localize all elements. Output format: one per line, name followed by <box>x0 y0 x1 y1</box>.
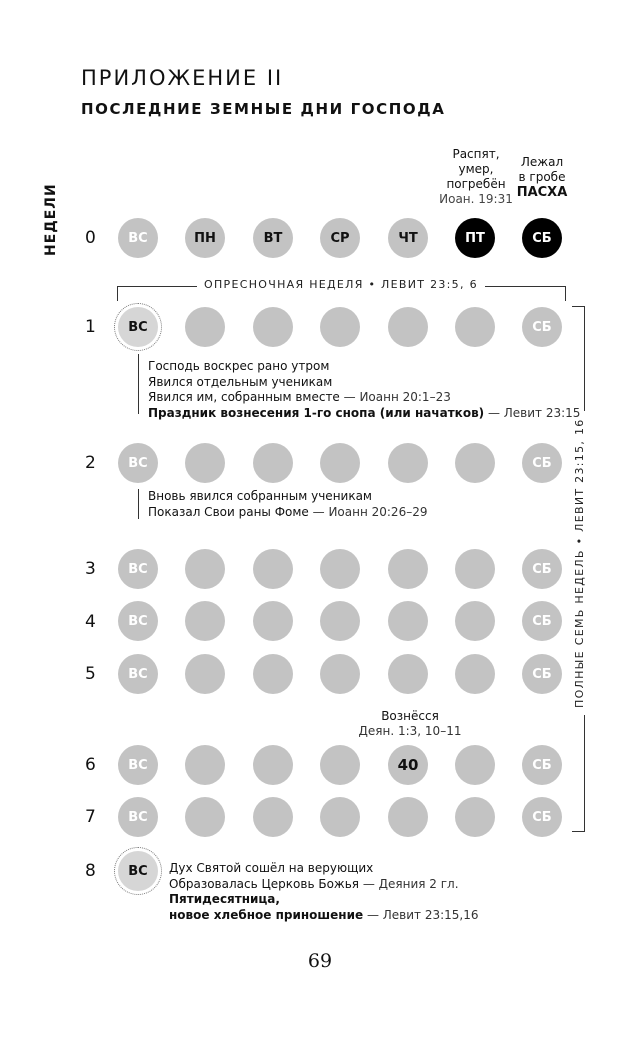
friday-header-ref: Иоан. 19:31 <box>439 192 513 206</box>
day-circle <box>253 443 293 483</box>
day-circle <box>253 601 293 641</box>
page-title: ПРИЛОЖЕНИЕ II <box>81 66 284 90</box>
week-number-7: 7 <box>85 807 96 827</box>
day-circle <box>253 745 293 785</box>
day-circle <box>455 601 495 641</box>
day-circle-w0-wed: СР <box>320 218 360 258</box>
day-circle-w0-fri: ПТ <box>455 218 495 258</box>
day-circle-w3-sun: ВС <box>118 549 158 589</box>
day-circle <box>320 654 360 694</box>
note1-line3: Явился им, собранным вместе — Иоанн 20:1–23 <box>148 390 451 404</box>
day-circle <box>185 549 225 589</box>
day-circle <box>185 745 225 785</box>
friday-header <box>436 147 516 207</box>
day-circle <box>455 549 495 589</box>
ascension-title: Вознёсся <box>381 709 439 723</box>
day-circle <box>388 654 428 694</box>
saturday-header-line1: Лежал <box>520 155 564 169</box>
day-40-circle: 40 <box>388 745 428 785</box>
day-circle-w0-thu: ЧТ <box>388 218 428 258</box>
day-circle <box>388 307 428 347</box>
friday-header-line1: Распят, <box>452 147 500 161</box>
ascension-ref: Деян. 1:3, 10–11 <box>358 724 462 738</box>
note8-line1: Дух Святой сошёл на верующих <box>169 861 374 875</box>
day-circle <box>185 601 225 641</box>
pentecost-note <box>169 861 479 923</box>
note1-line2: Явился отдельным ученикам <box>148 374 333 389</box>
day-circle <box>455 307 495 347</box>
day-circle-w6-sun: ВС <box>118 745 158 785</box>
day-circle <box>320 443 360 483</box>
day-circle-w0-sat: СБ <box>522 218 562 258</box>
weeks-axis-label: НЕДЕЛИ <box>43 183 59 256</box>
resurrection-day-circle: ВС <box>118 307 158 347</box>
week-number-0: 0 <box>85 228 96 248</box>
seven-weeks-label: ПОЛНЫЕ СЕМЬ НЕДЕЛЬ • ЛЕВИТ 23:15, 16 <box>573 411 586 715</box>
day-circle <box>185 443 225 483</box>
note1-line1: Господь воскрес рано утром <box>148 359 330 373</box>
note-connector-1 <box>138 354 139 414</box>
day-circle <box>253 307 293 347</box>
day-circle <box>320 797 360 837</box>
day-circle <box>388 443 428 483</box>
day-circle <box>455 654 495 694</box>
saturday-header-line2: в гробе <box>518 170 566 184</box>
week-number-3: 3 <box>85 559 96 579</box>
thomas-note <box>148 489 427 520</box>
day-circle-w3-sat: СБ <box>522 549 562 589</box>
day-circle-w5-sat: СБ <box>522 654 562 694</box>
day-circle <box>253 654 293 694</box>
day-circle <box>388 601 428 641</box>
day-circle <box>185 654 225 694</box>
friday-header-line3: погребён <box>446 177 506 191</box>
day-circle-w0-tue: ВТ <box>253 218 293 258</box>
week-number-6: 6 <box>85 755 96 775</box>
week-number-1: 1 <box>85 317 96 337</box>
unleavened-week-label: ОПРЕСНОЧНАЯ НЕДЕЛЯ • ЛЕВИТ 23:5, 6 <box>197 278 485 291</box>
note2-line2: Показал Свои раны Фоме — Иоанн 20:26–29 <box>148 504 428 519</box>
day-circle <box>455 797 495 837</box>
day-circle-w2-sun: ВС <box>118 443 158 483</box>
day-circle-w7-sat: СБ <box>522 797 562 837</box>
day-circle <box>388 797 428 837</box>
day-circle-w5-sun: ВС <box>118 654 158 694</box>
day-circle-w4-sun: ВС <box>118 601 158 641</box>
week-number-4: 4 <box>85 612 96 632</box>
note1-line4: Праздник вознесения 1-го снопа (или начатков) — Левит 23:15 <box>148 405 581 420</box>
day-circle <box>320 601 360 641</box>
day-circle <box>320 745 360 785</box>
note8-line4: новое хлебное приношение — Левит 23:15,16 <box>169 907 479 922</box>
week-number-2: 2 <box>85 453 96 473</box>
day-circle <box>320 307 360 347</box>
day-circle-w1-sat: СБ <box>522 307 562 347</box>
day-circle-w4-sat: СБ <box>522 601 562 641</box>
passover-label: ПАСХА <box>516 185 568 200</box>
day-circle-w0-sun: ВС <box>118 218 158 258</box>
day-circle <box>253 549 293 589</box>
saturday-header <box>507 155 577 200</box>
day-circle <box>455 745 495 785</box>
day-circle-w7-sun: ВС <box>118 797 158 837</box>
day-circle-w6-sat: СБ <box>522 745 562 785</box>
day-circle-w2-sat: СБ <box>522 443 562 483</box>
note8-line2: Образовалась Церковь Божья — Деяния 2 гл. <box>169 876 459 891</box>
page-number: 69 <box>307 950 333 972</box>
day-circle-w0-mon: ПН <box>185 218 225 258</box>
day-circle <box>455 443 495 483</box>
day-circle <box>388 549 428 589</box>
day-circle <box>185 797 225 837</box>
day-circle <box>253 797 293 837</box>
note8-line3: Пятидесятница, <box>169 892 280 906</box>
friday-header-line2: умер, <box>458 162 494 176</box>
pentecost-day-circle: ВС <box>118 851 158 891</box>
day-circle <box>320 549 360 589</box>
resurrection-note <box>148 359 580 421</box>
ascension-label <box>355 709 465 739</box>
week-number-5: 5 <box>85 664 96 684</box>
note-connector-2 <box>138 489 139 519</box>
note2-line1: Вновь явился собранным ученикам <box>148 489 372 503</box>
page-subtitle: ПОСЛЕДНИЕ ЗЕМНЫЕ ДНИ ГОСПОДА <box>81 100 446 118</box>
day-circle <box>185 307 225 347</box>
week-number-8: 8 <box>85 861 96 881</box>
